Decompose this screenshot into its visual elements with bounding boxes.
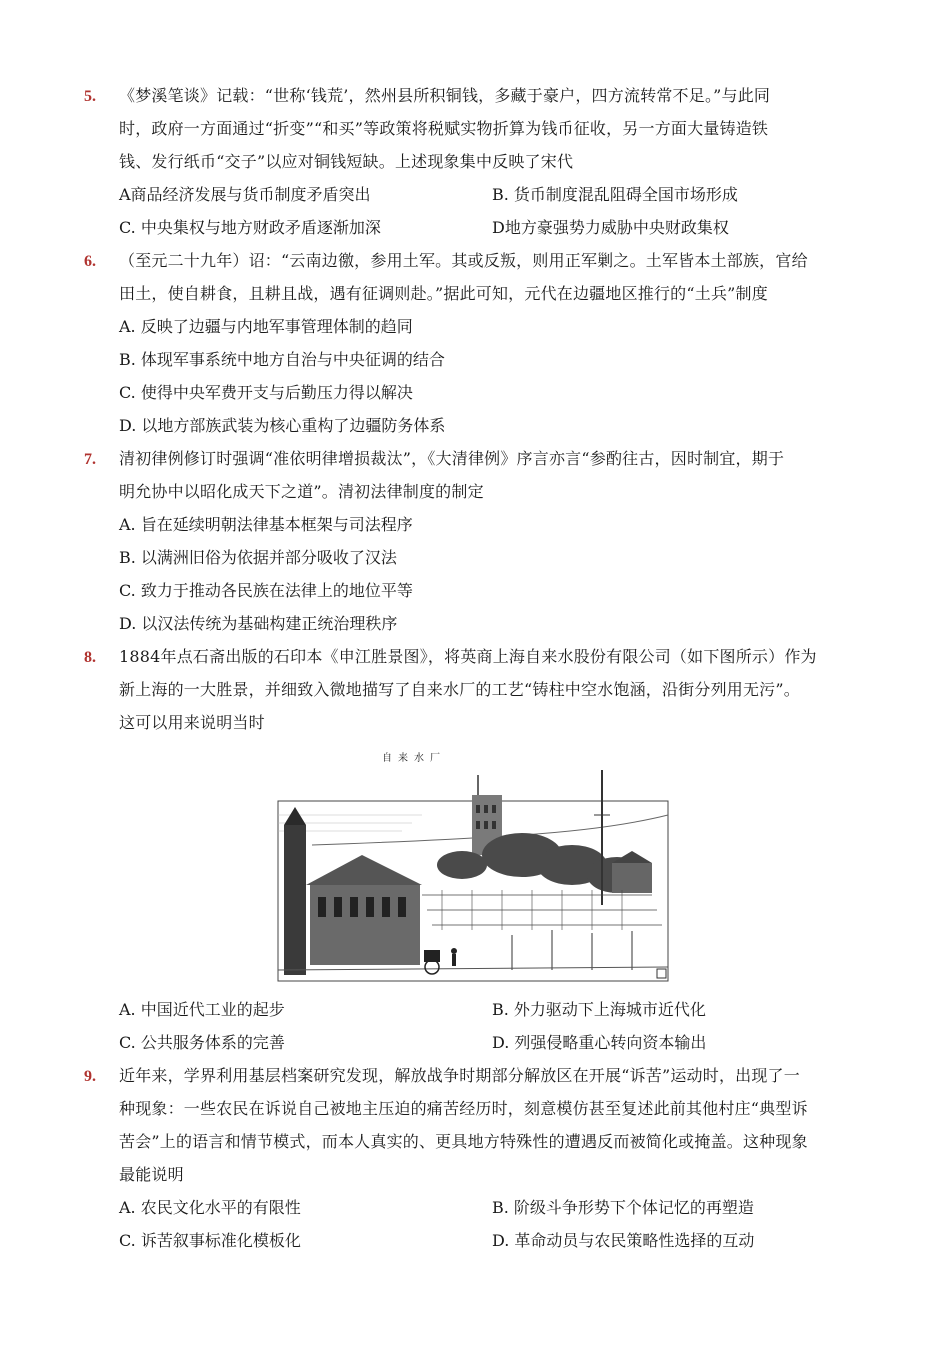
question-8-option-a: A. 中国近代工业的起步 — [119, 1000, 285, 1019]
question-6-stem-line-2: 田土，使自耕食，且耕且战，遇有征调则赴。”据此可知，元代在边疆地区推行的“土兵”制度 — [119, 284, 768, 303]
question-8-stem-line-2: 新上海的一大胜景，并细致入微地描写了自来水厂的工艺“铸柱中空水饱涵，沿街分列用无污”。 — [119, 680, 800, 699]
question-6-number: 6. — [84, 253, 96, 270]
question-8-stem-line-3: 这可以用来说明当时 — [119, 713, 265, 732]
question-5-stem-line-3: 钱、发行纸币“交子”以应对铜钱短缺。上述现象集中反映了宋代 — [119, 152, 574, 171]
question-5-option-a: A商品经济发展与货币制度矛盾突出 — [119, 185, 371, 204]
question-5-option-b: B. 货币制度混乱阻碍全国市场形成 — [492, 185, 738, 204]
waterworks-engraving — [272, 745, 674, 985]
question-7-option-d: D. 以汉法传统为基础构建正统治理秩序 — [119, 614, 398, 633]
question-9-option-b: B. 阶级斗争形势下个体记忆的再塑造 — [492, 1198, 754, 1217]
question-5-number: 5. — [84, 88, 96, 105]
question-8-option-b: B. 外力驱动下上海城市近代化 — [492, 1000, 706, 1019]
question-9-stem-line-2: 种现象：一些农民在诉说自己被地主压迫的痛苦经历时，刻意模仿甚至复述此前其他村庄“典型诉 — [119, 1099, 808, 1118]
question-6-option-c: C. 使得中央军费开支与后勤压力得以解决 — [119, 383, 413, 402]
question-6-option-a: A. 反映了边疆与内地军事管理体制的趋同 — [119, 317, 413, 336]
question-9-stem-line-1: 近年来，学界利用基层档案研究发现，解放战争时期部分解放区在开展“诉苦”运动时，出现了一 — [119, 1066, 800, 1085]
question-9-stem-line-3: 苦会”上的语言和情节模式，而本人真实的、更具地方特殊性的遭遇反而被简化或掩盖。这种现象 — [119, 1132, 808, 1151]
question-8-option-c: C. 公共服务体系的完善 — [119, 1033, 285, 1052]
question-6-stem-line-1: （至元二十九年）诏：“云南边徼，参用土军。其或反叛，则用正军剿之。土军皆本土部族，官给 — [119, 251, 808, 270]
question-9-stem-line-4: 最能说明 — [119, 1165, 184, 1184]
question-7-option-c: C. 致力于推动各民族在法律上的地位平等 — [119, 581, 413, 600]
question-8-option-d: D. 列强侵略重心转向资本输出 — [492, 1033, 707, 1052]
figure-caption: 自来水厂 — [382, 753, 446, 764]
question-5-stem-line-2: 时，政府一方面通过“折变”“和买”等政策将税赋实物折算为钱币征收，另一方面大量铸造铁 — [119, 119, 769, 138]
question-7-option-b: B. 以满洲旧俗为依据并部分吸收了汉法 — [119, 548, 397, 567]
question-8-stem-line-1: 1884年点石斋出版的石印本《申江胜景图》，将英商上海自来水股份有限公司（如下图所示）作为 — [119, 647, 817, 666]
question-7-stem-line-2: 明允协中以昭化成天下之道”。清初法律制度的制定 — [119, 482, 484, 501]
question-5-option-d: D地方豪强势力威胁中央财政集权 — [492, 218, 729, 237]
question-7-stem-line-1: 清初律例修订时强调“准依明律增损裁汰”，《大清律例》序言亦言“参酌往古，因时制宜，期于 — [119, 449, 785, 468]
question-7-number: 7. — [84, 451, 96, 468]
question-6-option-b: B. 体现军事系统中地方自治与中央征调的结合 — [119, 350, 445, 369]
question-9-option-c: C. 诉苦叙事标准化模板化 — [119, 1231, 301, 1250]
question-6-option-d: D. 以地方部族武装为核心重构了边疆防务体系 — [119, 416, 446, 435]
question-8-number: 8. — [84, 649, 96, 666]
question-5-option-c: C. 中央集权与地方财政矛盾逐渐加深 — [119, 218, 381, 237]
question-7-option-a: A. 旨在延续明朝法律基本框架与司法程序 — [119, 515, 413, 534]
question-9-number: 9. — [84, 1068, 96, 1085]
question-5-stem-line-1: 《梦溪笔谈》记载：“世称‘钱荒’，然州县所积铜钱，多藏于豪户，四方流转常不足。”与此同 — [119, 86, 771, 105]
question-9-option-d: D. 革命动员与农民策略性选择的互动 — [492, 1231, 755, 1250]
question-9-option-a: A. 农民文化水平的有限性 — [119, 1198, 301, 1217]
